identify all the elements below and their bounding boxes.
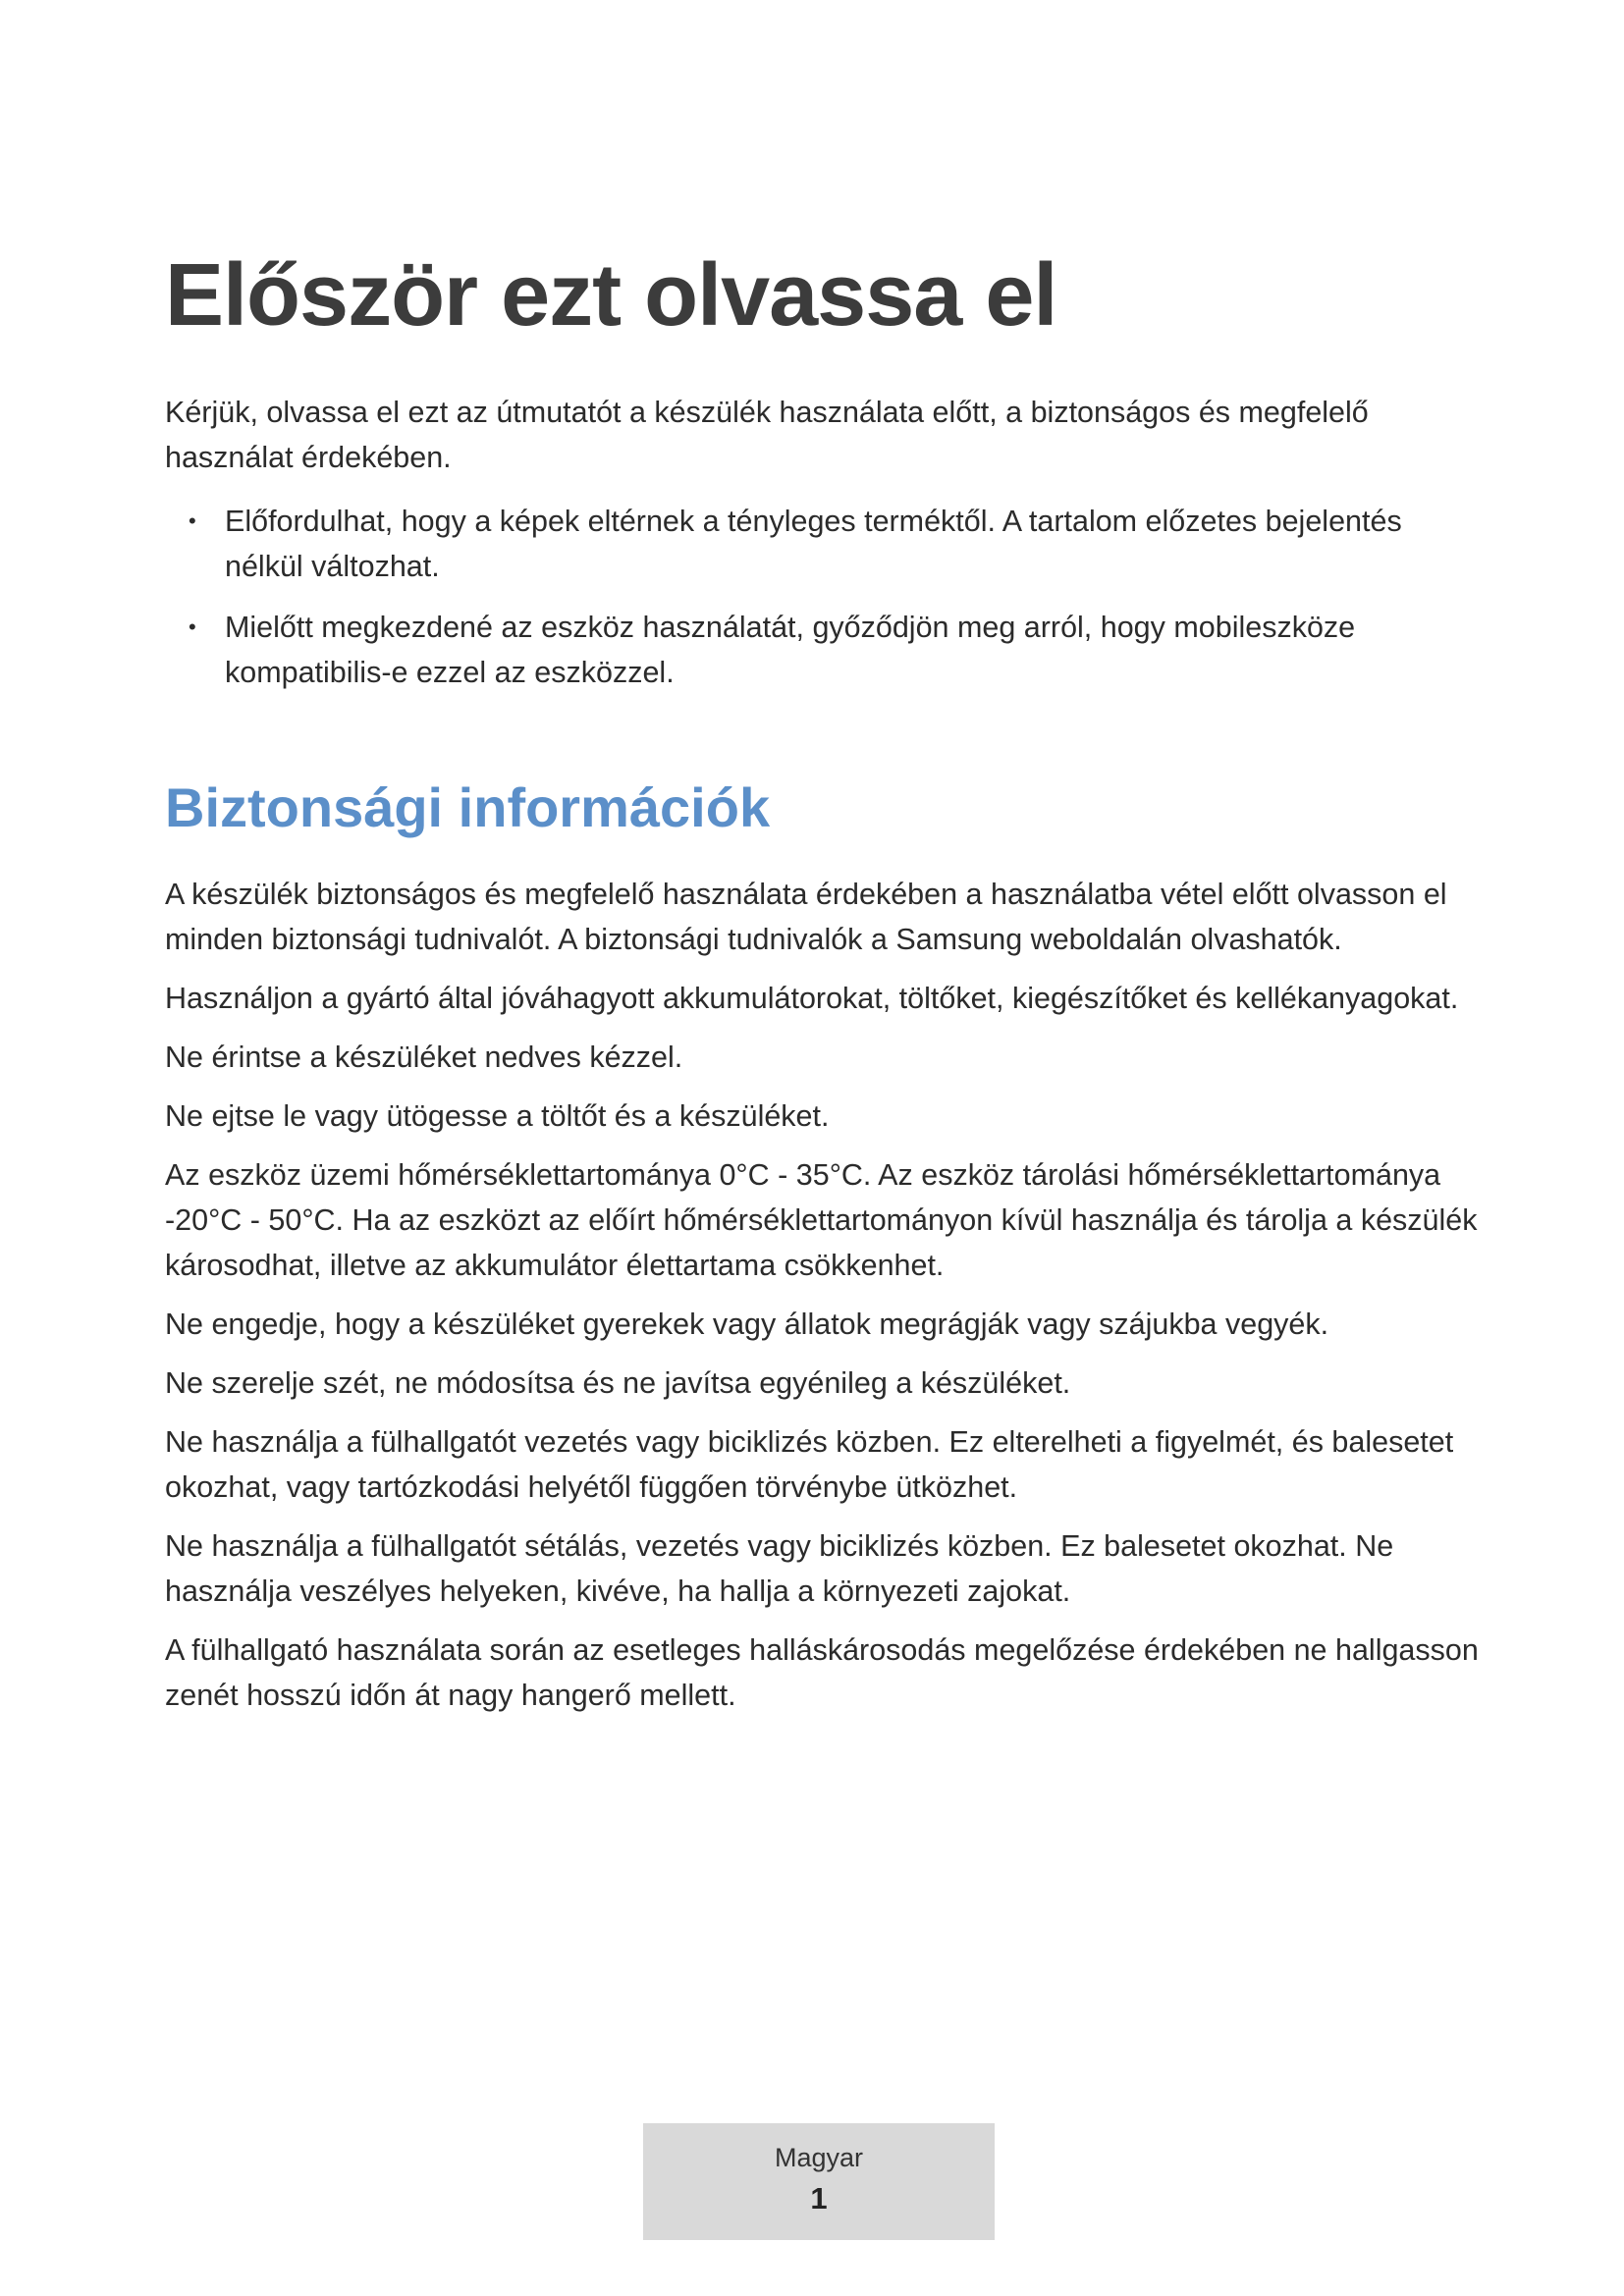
notice-list <box>165 499 1481 711</box>
page-title: Először ezt olvassa el <box>165 246 1057 345</box>
safety-paragraph: Ne szerelje szét, ne módosítsa és ne javítsa egyénileg a készüléket. <box>165 1366 1071 1400</box>
safety-paragraph: Ne ejtse le vagy ütögesse a töltőt és a készüléket. <box>165 1099 830 1133</box>
safety-paragraph: Ne engedje, hogy a készüléket gyerekek vagy állatok megrágják vagy szájukba vegyék. <box>165 1308 1329 1341</box>
safety-paragraph: A készülék biztonságos és megfelelő használata érdekében a használatba vétel előtt olvasson el minden biztonsági tudnivalót. A biztonsági tudnivalók a Samsung weboldalán olvashatók. <box>165 878 1447 956</box>
safety-paragraph: Ne érintse a készüléket nedves kézzel. <box>165 1041 683 1074</box>
list-item <box>165 605 1481 695</box>
page-number: 1 <box>810 2181 828 2216</box>
footer-language: Magyar <box>774 2143 864 2172</box>
list-item-text: Előfordulhat, hogy a képek eltérnek a tényleges terméktől. A tartalom előzetes bejelentés nélkül változhat. <box>225 505 1402 583</box>
safety-paragraph: A fülhallgató használata során az esetleges halláskárosodás megelőzése érdekében ne hallgasson zenét hosszú időn át nagy hangerő mellett. <box>165 1633 1479 1712</box>
safety-paragraph: Az eszköz üzemi hőmérséklettartománya 0°C - 35°C. Az eszköz tárolási hőmérséklettartománya -20°C - 50°C. Ha az eszközt az előírt hőmérséklettartományon kívül használja és tárolja a készülék károsodhat, illetve az akkumulátor élettartama csökkenhet. <box>165 1158 1478 1282</box>
list-item-text: Mielőtt megkezdené az eszköz használatát, győződjön meg arról, hogy mobileszköze kompatibilis-e ezzel az eszközzel. <box>225 611 1356 689</box>
intro-paragraph: Kérjük, olvassa el ezt az útmutatót a készülék használata előtt, a biztonságos és megfelelő használat érdekében. <box>165 396 1369 474</box>
safety-paragraph: Ne használja a fülhallgatót sétálás, vezetés vagy biciklizés közben. Ez balesetet okozhat. Ne használja veszélyes helyeken, kivéve, ha hallja a környezeti zajokat. <box>165 1529 1394 1608</box>
section-heading-safety: Biztonsági információk <box>165 776 771 838</box>
safety-content <box>165 872 1481 1732</box>
safety-paragraph: Használjon a gyártó által jóváhagyott akkumulátorokat, töltőket, kiegészítőket és kellékanyagokat. <box>165 982 1459 1015</box>
bullet-icon: • <box>189 508 196 533</box>
list-item <box>165 499 1481 589</box>
bullet-icon: • <box>189 614 196 639</box>
page-footer <box>643 2123 995 2240</box>
safety-paragraph: Ne használja a fülhallgatót vezetés vagy biciklizés közben. Ez elterelheti a figyelmét, és balesetet okozhat, vagy tartózkodási helyétől függően törvénybe ütközhet. <box>165 1425 1454 1504</box>
